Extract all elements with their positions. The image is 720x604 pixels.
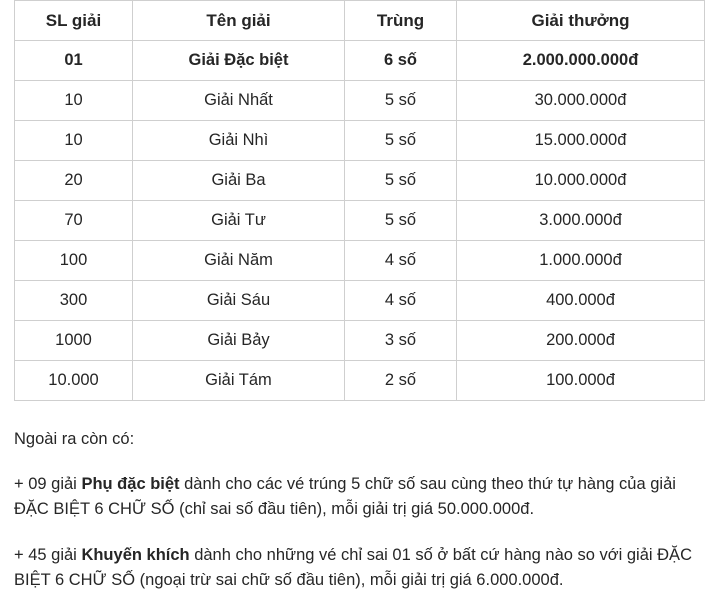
note-1-suffix: dành cho các vé trúng 5 chữ số sau cùng theo thứ tự hàng của giải ĐẶC BIỆT 6 CHỮ SỐ (chỉ sai số đầu tiên), mỗi giải trị giá 50.000.000đ. <box>14 474 676 519</box>
note-consolation-prize <box>14 543 702 594</box>
column-header-quantity: SL giải <box>15 1 133 41</box>
table-row <box>15 281 705 321</box>
cell-prize-name: Giải Bảy <box>133 321 345 361</box>
cell-prize-match: 4 số <box>345 281 457 321</box>
cell-prize-name: Giải Tư <box>133 201 345 241</box>
cell-prize-match: 3 số <box>345 321 457 361</box>
table-header-row <box>15 1 705 41</box>
column-header-match: Trùng <box>345 1 457 41</box>
table-row <box>15 41 705 81</box>
note-2-suffix: dành cho những vé chỉ sai 01 số ở bất cứ hàng nào so với giải ĐẶC BIỆT 6 CHỮ SỐ (ngoại trừ sai chữ số đầu tiên), mỗi giải trị giá 6.000.000đ. <box>14 545 692 590</box>
cell-prize-value: 100.000đ <box>457 361 705 401</box>
note-2-prefix: + 45 giải <box>14 545 82 564</box>
table-row <box>15 241 705 281</box>
note-special-sub-prize <box>14 472 702 523</box>
cell-prize-quantity: 70 <box>15 201 133 241</box>
cell-prize-match: 5 số <box>345 161 457 201</box>
column-header-prize-name: Tên giải <box>133 1 345 41</box>
table-row <box>15 161 705 201</box>
cell-prize-quantity: 20 <box>15 161 133 201</box>
note-1-bold: Phụ đặc biệt <box>81 474 180 493</box>
table-header <box>15 1 705 41</box>
cell-prize-match: 6 số <box>345 41 457 81</box>
prize-table <box>14 0 705 401</box>
cell-prize-name: Giải Sáu <box>133 281 345 321</box>
cell-prize-name: Giải Tám <box>133 361 345 401</box>
note-1-prefix: + 09 giải <box>14 474 82 493</box>
cell-prize-name: Giải Năm <box>133 241 345 281</box>
cell-prize-match: 2 số <box>345 361 457 401</box>
table-row <box>15 81 705 121</box>
cell-prize-quantity: 300 <box>15 281 133 321</box>
note-2-bold: Khuyến khích <box>81 545 190 564</box>
cell-prize-quantity: 100 <box>15 241 133 281</box>
cell-prize-match: 4 số <box>345 241 457 281</box>
cell-prize-quantity: 10 <box>15 121 133 161</box>
notes-lead-text: Ngoài ra còn có: <box>14 430 135 448</box>
table-row <box>15 321 705 361</box>
cell-prize-name: Giải Ba <box>133 161 345 201</box>
cell-prize-value: 30.000.000đ <box>457 81 705 121</box>
cell-prize-quantity: 01 <box>15 41 133 81</box>
cell-prize-name: Giải Nhất <box>133 81 345 121</box>
cell-prize-value: 15.000.000đ <box>457 121 705 161</box>
cell-prize-quantity: 10.000 <box>15 361 133 401</box>
cell-prize-match: 5 số <box>345 201 457 241</box>
table-body <box>15 41 705 401</box>
cell-prize-quantity: 10 <box>15 81 133 121</box>
cell-prize-value: 2.000.000.000đ <box>457 41 705 81</box>
cell-prize-value: 3.000.000đ <box>457 201 705 241</box>
table-row <box>15 121 705 161</box>
cell-prize-value: 1.000.000đ <box>457 241 705 281</box>
cell-prize-match: 5 số <box>345 121 457 161</box>
table-row <box>15 361 705 401</box>
column-header-prize-value: Giải thưởng <box>457 1 705 41</box>
cell-prize-value: 400.000đ <box>457 281 705 321</box>
cell-prize-quantity: 1000 <box>15 321 133 361</box>
table-row <box>15 201 705 241</box>
notes-section <box>0 427 720 594</box>
cell-prize-name: Giải Nhì <box>133 121 345 161</box>
cell-prize-value: 200.000đ <box>457 321 705 361</box>
cell-prize-match: 5 số <box>345 81 457 121</box>
cell-prize-name: Giải Đặc biệt <box>133 41 345 81</box>
cell-prize-value: 10.000.000đ <box>457 161 705 201</box>
